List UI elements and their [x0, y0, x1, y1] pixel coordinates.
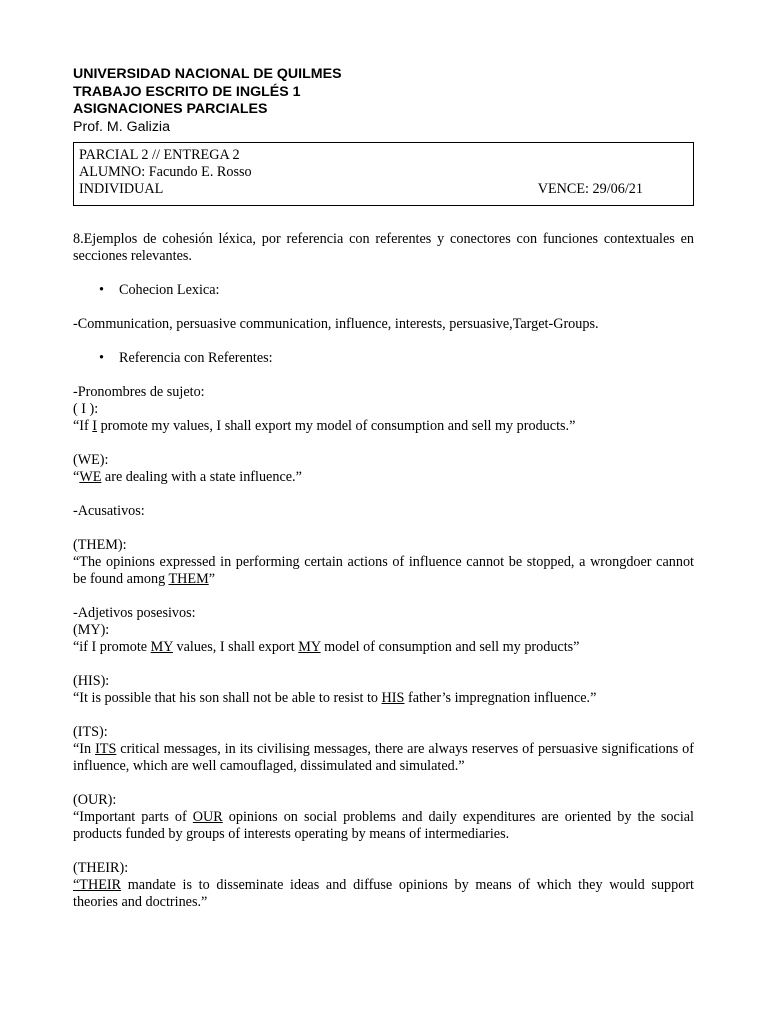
info-box [73, 142, 694, 206]
info-row [79, 181, 688, 198]
exam-id: PARCIAL 2 // ENTREGA 2 [79, 147, 240, 163]
document-body [73, 231, 694, 911]
professor-name: Prof. M. Galizia [73, 118, 170, 135]
course-title: TRABAJO ESCRITO DE INGLÉS 1 [73, 83, 301, 100]
modality: INDIVIDUAL [79, 181, 164, 197]
example-quote: “if I promote MY values, I shall export MY model of consumption and sell my products” [73, 639, 580, 655]
pronoun-label: (HIS): [73, 673, 110, 689]
bullet-item [73, 282, 694, 299]
example-quote: “Important parts of OUR opinions on social problems and daily expenditures are oriented by the social products funded by groups of interests operating by means of intermediaries. [73, 809, 694, 842]
pronoun-label: (MY): [73, 622, 110, 638]
section-heading: -Pronombres de sujeto: [73, 384, 205, 400]
example-quote: “In ITS critical messages, in its civilising messages, there are always reserves of persuasive significations of influence, which are well camouflaged, dissimulated and simulated.” [73, 741, 694, 774]
document-page [73, 66, 694, 911]
university-name: UNIVERSIDAD NACIONAL DE QUILMES [73, 66, 342, 82]
lexical-list: -Communication, persuasive communication, influence, interests, persuasive,Target-Groups. [73, 316, 599, 332]
bullet-label: Referencia con Referentes: [119, 350, 273, 366]
student-name: ALUMNO: Facundo E. Rosso [79, 164, 252, 180]
example-quote: “It is possible that his son shall not be able to resist to HIS father’s impregnation influence.” [73, 690, 597, 706]
due-date: VENCE: 29/06/21 [537, 181, 643, 197]
bullet-label: Cohecion Lexica: [119, 282, 220, 298]
example-quote: “The opinions expressed in performing certain actions of influence cannot be stopped, a wrongdoer cannot be found among THEM” [73, 554, 694, 587]
pronoun-label: (ITS): [73, 724, 108, 740]
example-quote: “THEIR mandate is to disseminate ideas and diffuse opinions by means of which they would support theories and doctrines.” [73, 877, 694, 910]
pronoun-label: (THEM): [73, 537, 127, 553]
intro-paragraph: 8.Ejemplos de cohesión léxica, por referencia con referentes y conectores con funciones contextuales en secciones relevantes. [73, 231, 694, 264]
pronoun-label: (WE): [73, 452, 109, 468]
section-heading: -Adjetivos posesivos: [73, 605, 196, 621]
pronoun-label: (THEIR): [73, 860, 129, 876]
bullet-item [73, 350, 694, 367]
assignments-title: ASIGNACIONES PARCIALES [73, 101, 268, 117]
example-quote: “WE are dealing with a state influence.” [73, 469, 302, 485]
bullet-icon: • [99, 282, 104, 298]
pronoun-label: (OUR): [73, 792, 117, 808]
pronoun-label: ( I ): [73, 401, 99, 417]
bullet-icon: • [99, 350, 104, 366]
example-quote: “If I promote my values, I shall export my model of consumption and sell my products.” [73, 418, 576, 434]
section-heading: -Acusativos: [73, 503, 145, 519]
document-header [73, 66, 694, 136]
